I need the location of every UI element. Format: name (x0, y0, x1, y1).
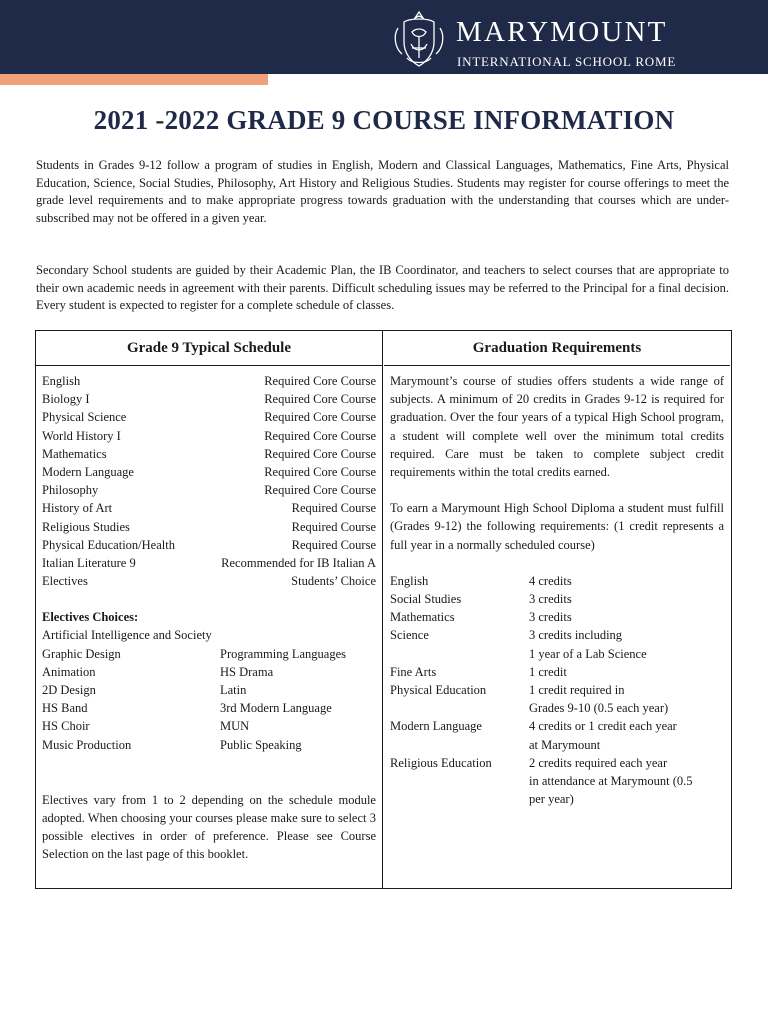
course-status: Required Course (291, 537, 376, 552)
elective-item: Latin (220, 683, 247, 698)
requirement-row (390, 754, 724, 809)
course-name: Biology I (42, 392, 90, 407)
schedule-row (42, 554, 376, 572)
credit-line: 3 credits (529, 592, 572, 607)
credit-line: in attendance at Marymount (0.5 (529, 774, 693, 789)
requirement-credits (529, 663, 724, 681)
guidance-paragraph: Secondary School students are guided by their Academic Plan, the IB Coordinator, and teachers to select courses that are appropriate to their own academic needs in agreement with their parents. Difficult scheduling issues may be referred to the Principal for a final decision. Every student is expected to register for a complete schedule of classes. (36, 263, 729, 312)
brand-name: MARYMOUNT (456, 16, 668, 48)
requirement-credits (529, 681, 724, 717)
schedule-column (36, 331, 383, 888)
credit-line: 2 credits required each year (529, 755, 668, 770)
school-crest-icon (390, 8, 448, 70)
intro-paragraph: Students in Grades 9-12 follow a program of studies in English, Modern and Classical Languages, Mathematics, Fine Arts, Physical Education, Science, Social Studies, Philosophy, Art History and Religious Studies. Students may register for course offerings to meet the grade level requirements and to make appropriate progress towards graduation with the understanding that courses which are under-subscribed may not be offered in a given year. (36, 158, 729, 225)
brand-subtitle: INTERNATIONAL SCHOOL ROME (457, 54, 677, 69)
elective-item: 3rd Modern Language (220, 701, 332, 716)
schedule-row (42, 499, 376, 517)
credit-line: per year) (529, 792, 574, 807)
schedule-row (42, 445, 376, 463)
course-name: Religious Studies (42, 519, 130, 534)
course-status: Required Core Course (264, 392, 376, 407)
course-name: Mathematics (42, 446, 107, 461)
schedule-row (42, 536, 376, 554)
elective-item: 2D Design (42, 683, 96, 698)
requirement-credits (529, 608, 724, 626)
graduation-column (384, 331, 730, 888)
graduation-body (384, 366, 730, 808)
course-status: Recommended for IB Italian A (221, 555, 376, 570)
elective-item: Animation (42, 664, 96, 679)
requirement-credits (529, 626, 724, 662)
requirements-list (390, 572, 724, 809)
requirement-row (390, 608, 724, 626)
elective-row (42, 681, 376, 699)
credit-line: 1 year of a Lab Science (529, 646, 647, 661)
requirement-subject: English (390, 573, 429, 588)
requirement-subject: Social Studies (390, 592, 462, 607)
course-status: Required Core Course (264, 464, 376, 479)
credit-line: 4 credits (529, 573, 572, 588)
elective-item: HS Band (42, 701, 88, 716)
elective-item: Programming Languages (220, 646, 347, 661)
requirement-subject: Religious Education (390, 755, 492, 770)
requirement-row (390, 717, 724, 753)
requirement-credits (529, 717, 724, 753)
course-name: World History I (42, 428, 121, 443)
credit-line: 3 credits including (529, 628, 623, 643)
electives-list (42, 645, 376, 754)
course-status: Required Core Course (264, 410, 376, 425)
course-name: History of Art (42, 501, 113, 516)
requirement-credits (529, 572, 724, 590)
requirement-credits (529, 754, 724, 809)
requirement-row (390, 572, 724, 590)
course-status: Required Core Course (264, 483, 376, 498)
schedule-heading: Grade 9 Typical Schedule (36, 331, 382, 366)
credit-line: at Marymount (529, 737, 601, 752)
credit-line: Grades 9-10 (0.5 each year) (529, 701, 669, 716)
requirement-credits (529, 590, 724, 608)
elective-item: Graphic Design (42, 646, 121, 661)
course-status: Required Course (291, 519, 376, 534)
credit-line: 1 credit required in (529, 683, 625, 698)
requirement-subject: Science (390, 628, 429, 643)
credit-line: 1 credit (529, 664, 567, 679)
electives-note: Electives vary from 1 to 2 depending on the schedule module adopted. When choosing your courses please make sure to select 3 possible electives in order of preference. Please see Course Selection on the last page of this booklet. (42, 792, 376, 862)
course-status: Required Course (291, 501, 376, 516)
course-name: Physical Science (42, 410, 127, 425)
schedule-row (42, 372, 376, 390)
schedule-row (42, 408, 376, 426)
electives-heading: Electives Choices: (42, 610, 139, 625)
elective-row (42, 717, 376, 735)
elective-row (42, 736, 376, 754)
course-name: Philosophy (42, 483, 99, 498)
page-header (0, 0, 768, 74)
requirement-subject: Fine Arts (390, 664, 437, 679)
elective-row (42, 699, 376, 717)
requirement-subject: Physical Education (390, 683, 487, 698)
schedule-row (42, 390, 376, 408)
credit-line: 3 credits (529, 610, 572, 625)
graduation-heading: Graduation Requirements (384, 331, 730, 366)
graduation-intro: Marymount’s course of studies offers students a wide range of subjects. A minimum of 20 credits in Grades 9-12 is required for graduation. Over the four years of a typical High School program, a student will complete well over the minimum total credits required. Care must be taken to complete subject credit requirements within the total credits earned. (390, 374, 724, 480)
elective-item: MUN (220, 719, 250, 734)
elective-item: Artificial Intelligence and Society (42, 628, 212, 643)
elective-row (42, 645, 376, 663)
elective-item: Music Production (42, 737, 132, 752)
requirement-row (390, 681, 724, 717)
elective-row (42, 663, 376, 681)
course-name: Electives (42, 574, 88, 589)
header-accent-stripe (0, 74, 268, 85)
page-title: 2021 -2022 GRADE 9 COURSE INFORMATION (93, 105, 675, 135)
elective-item: Public Speaking (220, 737, 302, 752)
schedule-row (42, 481, 376, 499)
schedule-body (36, 366, 382, 864)
course-name: English (42, 374, 81, 388)
course-name: Physical Education/Health (42, 537, 175, 552)
schedule-row (42, 572, 376, 590)
credit-line: 4 credits or 1 credit each year (529, 719, 677, 734)
elective-item: HS Drama (220, 664, 274, 679)
course-status: Students’ Choice (291, 574, 376, 589)
course-status: Required Core Course (264, 446, 376, 461)
requirement-subject: Mathematics (390, 610, 455, 625)
requirement-row (390, 590, 724, 608)
requirement-row (390, 663, 724, 681)
elective-item: HS Choir (42, 719, 90, 734)
schedule-row (42, 427, 376, 445)
schedule-list (42, 372, 376, 590)
requirement-row (390, 626, 724, 662)
course-table (35, 330, 732, 889)
course-name: Modern Language (42, 464, 134, 479)
course-status: Required Core Course (264, 374, 376, 388)
course-name: Italian Literature 9 (42, 555, 136, 570)
course-status: Required Core Course (264, 428, 376, 443)
requirement-subject: Modern Language (390, 719, 482, 734)
schedule-row (42, 463, 376, 481)
diploma-requirements-intro: To earn a Marymount High School Diploma a student must fulfill (Grades 9-12) the following requirements: (1 credit represents a full year in a normally scheduled course) (390, 501, 724, 552)
schedule-row (42, 518, 376, 536)
